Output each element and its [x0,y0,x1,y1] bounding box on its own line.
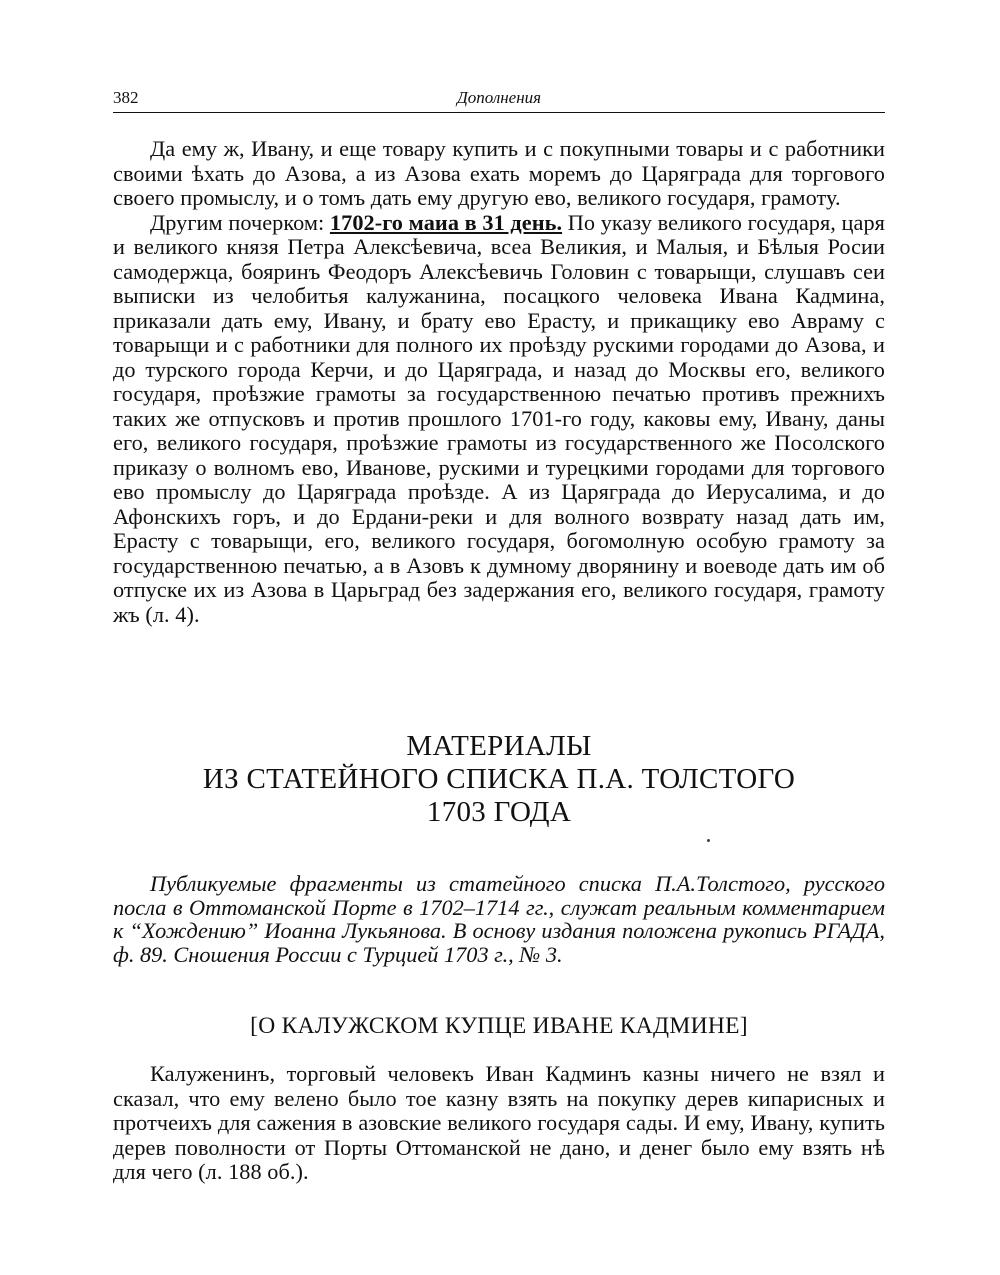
running-title: Дополнения [456,88,542,107]
upper-text-block [113,137,885,627]
section-title-line-1: МАТЕРИАЛЫ [406,730,592,762]
intro-note [113,872,885,966]
paragraph-1: Да ему ж, Ивану, и еще товару купить и с покупными товары и с работники своими ѣхать до Азова, а из Азова ехать моремъ до Царяграда для торгового своего промыслу, и о томъ дать ему другую ево, великого государя, грамоту. [113,136,885,210]
section-title-line-2: ИЗ СТАТЕЙНОГО СПИСКА П.А. ТОЛСТОГО [202,763,796,795]
print-speck [707,839,710,842]
page-header [113,86,885,113]
section-title-line-3: 1703 ГОДА [426,796,572,828]
handwritten-date: 1702-го маиа в 31 день. [329,209,563,235]
paragraph-2-lead: Другим почерком: [150,209,330,235]
intro-paragraph: Публикуемые фрагменты из статейного списка П.А.Толстого, русского посла в Оттоманской Порте в 1702–1714 гг., служат реальным комментарием к “Хождению” Иоанна Лукьянова. В основу издания положена рукопись РГАДА, ф. 89. Сношения России с Турцией 1703 г., № 3. [113,871,885,967]
subheading: [О КАЛУЖСКОМ КУПЦЕ ИВАНЕ КАДМИНЕ] [250,1013,748,1039]
lower-text-block [113,1062,885,1185]
section-title [113,730,885,829]
paragraph-2 [113,211,885,628]
page-number: 382 [113,88,139,107]
paragraph-3: Калуженинъ, торговый человекъ Иван Кадминъ казны ничего не взял и сказал, что ему велено было тое казну взять на покупку дерев кипарисных и протчеихъ для сажения в азовские великого государя сады. И ему, Ивану, купить дерев поволности от Порты Оттоманской не дано, и денег было ему взять нѣ для чего (л. 188 об.). [113,1061,885,1184]
paragraph-2-body: По указу великого государя, царя и великого князя Петра Алексѣевича, всеа Великия, и Малыя, и Бѣлыя Росии самодержца, бояринъ Феодоръ Алексѣевичь Головин с товарыщи, слушавъ сеи выписки из челобитья калужанина, посацкого человека Ивана Кадмина, приказали дать ему, Ивану, и брату ево Ерасту, и прикащику ево Авраму с товарыщи и с работники для полного их проѣзду рускими городами до Азова, и до турского города Керчи, и до Царяграда, и назад до Москвы его, великого государя, проѣзжие грамоты за государственною печатью противъ прежнихъ таких же отпусковъ и против прошлого 1701-го году, каковы ему, Ивану, даны его, великого государя, проѣзжие грамоты из государственного же Посолского приказу о волномъ ево, Иванове, рускими и турецкими городами для торгового ево промыслу до Царяграда проѣзде. А из Царяграда до Иерусалима, и до Афонскихъ горъ, и до Ердани-реки и для волного возврату назад дать им, Ерасту с товарыщи, его, великого государя, богомолную особую грамоту за государственною печатью, а в Азовъ к думному дворянину и воеводе дать им об отпуске их из Азова в Царьград без задержания его, великого государя, грамоту жъ (л. 4). [113,209,885,627]
